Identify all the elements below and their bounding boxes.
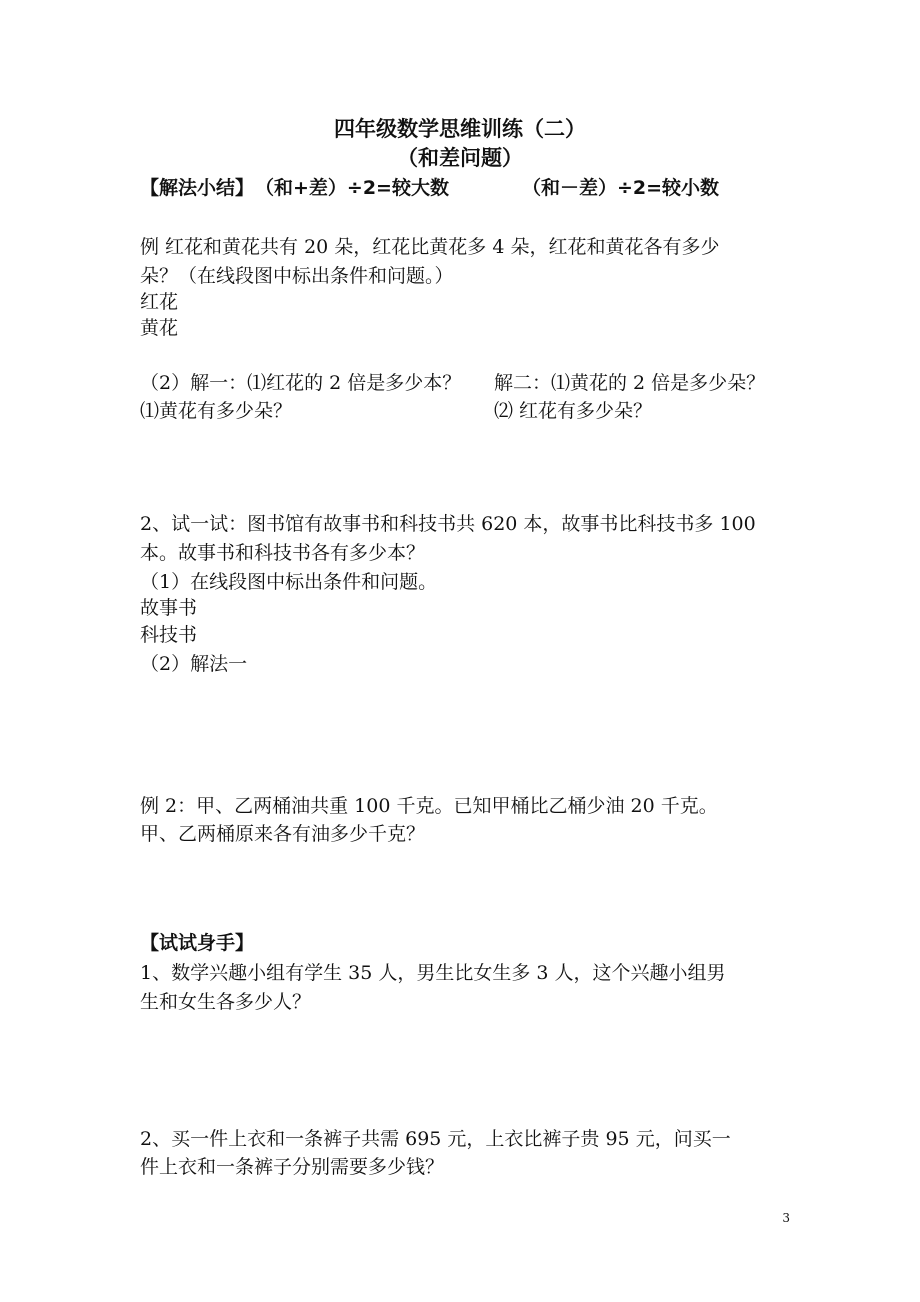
method1-question1: （2）解一：⑴红花的 2 倍是多少本？ bbox=[140, 372, 462, 394]
practice-heading: 【试试身手】 bbox=[140, 932, 255, 954]
formula-small: （和－差）÷2=较小数 bbox=[522, 177, 720, 199]
page-number: 3 bbox=[782, 1211, 790, 1225]
formula-large: （和+差）÷2=较大数 bbox=[255, 177, 449, 199]
example1-line2: 朵？（在线段图中标出条件和问题。） bbox=[140, 265, 454, 287]
try-it-line2: 本。故事书和科技书各有多少本？ bbox=[140, 542, 426, 564]
page-title: 四年级数学思维训练（二） bbox=[334, 117, 586, 141]
example2-line1: 例 2：甲、乙两桶油共重 100 千克。已知甲桶比乙桶少油 20 千克。 bbox=[140, 795, 718, 817]
practice-q2-line2: 件上衣和一条裤子分别需要多少钱？ bbox=[140, 1156, 445, 1178]
segment-label-yellow: 黄花 bbox=[140, 317, 179, 339]
example2-line2: 甲、乙两桶原来各有油多少千克？ bbox=[140, 823, 426, 845]
example1-line1: 例 红花和黄花共有 20 朵，红花比黄花多 4 朵，红花和黄花各有多少 bbox=[140, 236, 720, 258]
page-subtitle: （和差问题） bbox=[397, 146, 523, 170]
method2-question2: ⑵ 红花有多少朵？ bbox=[494, 400, 653, 422]
try-it-step1: （1）在线段图中标出条件和问题。 bbox=[140, 571, 438, 593]
practice-q1-line1: 1、数学兴趣小组有学生 35 人，男生比女生多 3 人，这个兴趣小组男 bbox=[140, 962, 726, 984]
segment-label-red: 红花 bbox=[140, 291, 179, 313]
try-it-step2: （2）解法一 bbox=[140, 653, 248, 675]
summary-label: 【解法小结】 bbox=[140, 177, 255, 199]
segment-label-story: 故事书 bbox=[140, 597, 198, 619]
segment-label-science: 科技书 bbox=[140, 624, 198, 646]
method2-question1: 解二：⑴黄花的 2 倍是多少朵？ bbox=[494, 372, 766, 394]
practice-q1-line2: 生和女生各多少人？ bbox=[140, 991, 312, 1013]
method1-question2: ⑴黄花有多少朵？ bbox=[140, 400, 293, 422]
practice-q2-line1: 2、买一件上衣和一条裤子共需 695 元，上衣比裤子贵 95 元，问买一 bbox=[140, 1128, 731, 1150]
try-it-line1: 2、试一试：图书馆有故事书和科技书共 620 本，故事书比科技书多 100 bbox=[140, 513, 756, 535]
